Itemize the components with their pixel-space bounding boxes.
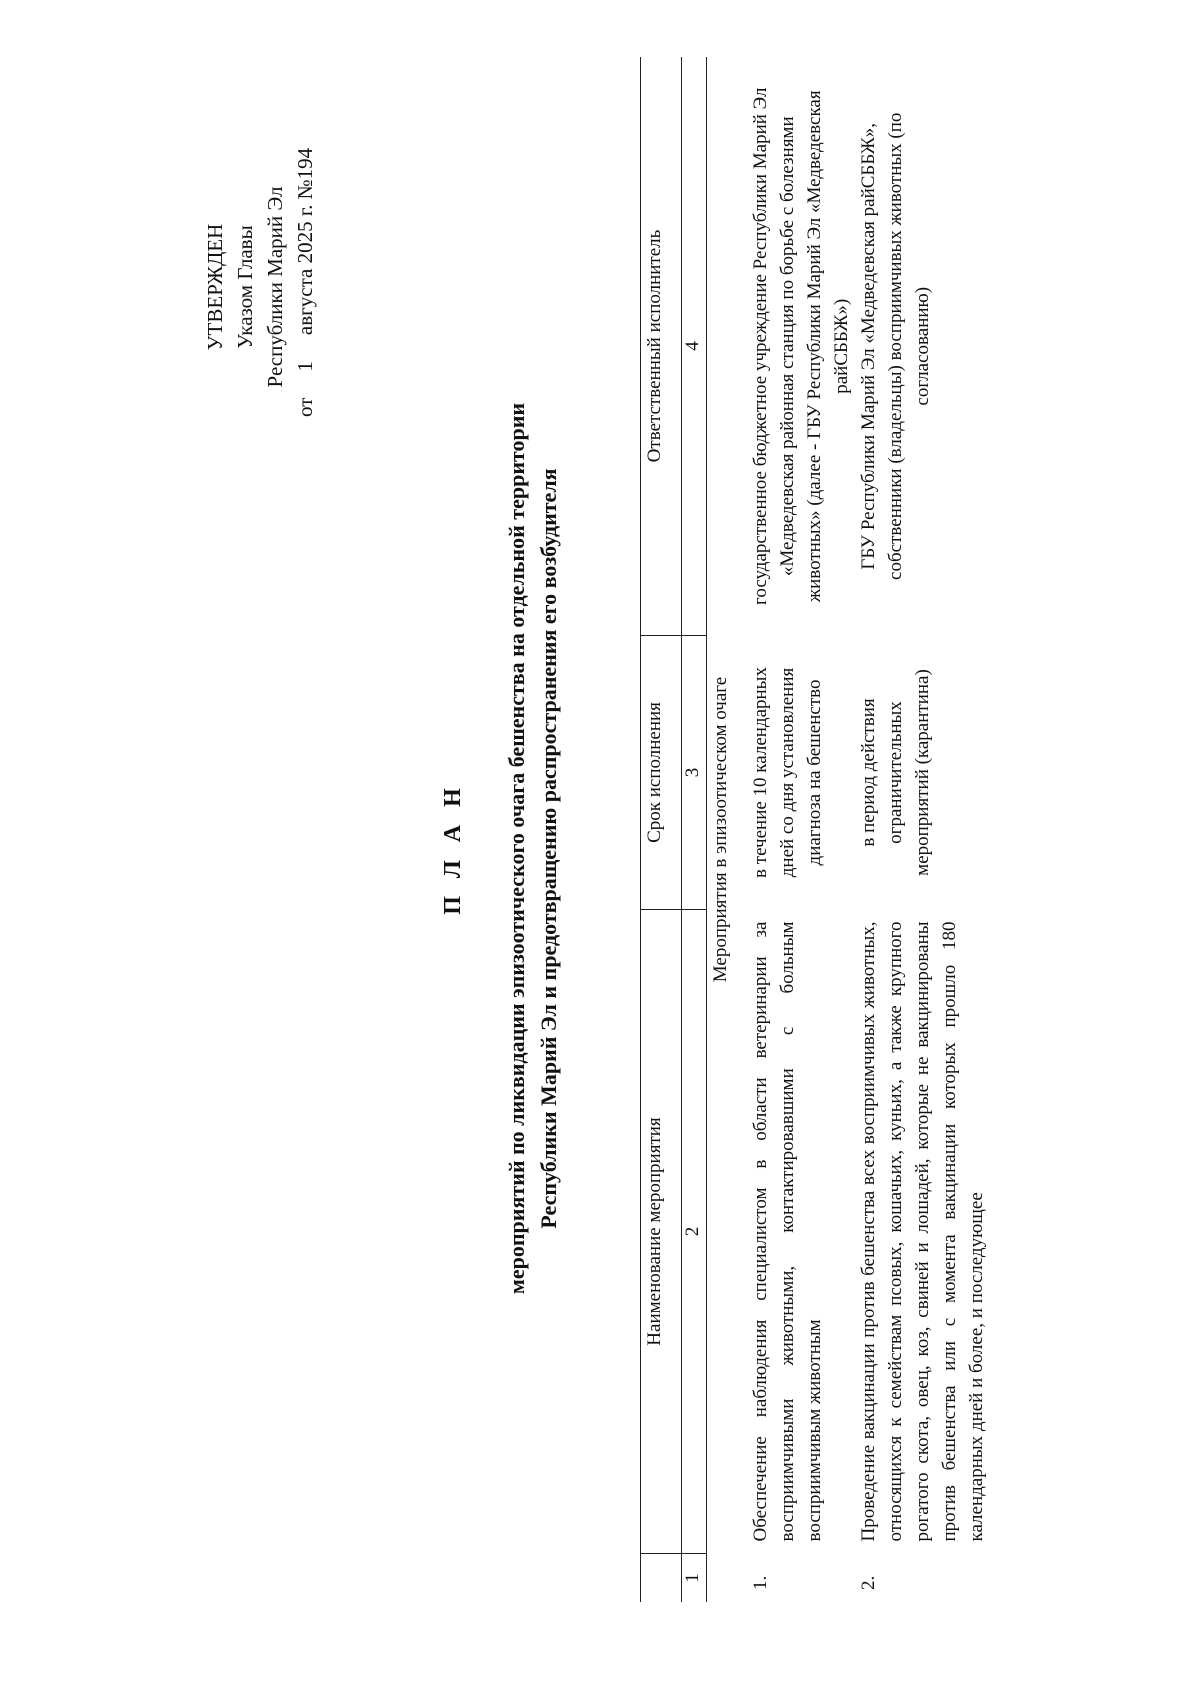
approval-stamp [200, 117, 320, 457]
section-title: Мероприятия в эпизоотическом очаге [710, 676, 731, 983]
approval-date-day: 1 [293, 361, 317, 372]
row-executor: ГБУ Республики Марий Эл «Медведевская райСББЖ», собственники (владельцы) восприимчивых животных (по согласованию) [858, 112, 933, 580]
column-number-row [682, 57, 707, 1602]
approval-line-3: Республики Марий Эл [263, 186, 287, 388]
title-block [440, 0, 565, 1697]
column-number-4: 4 [682, 57, 707, 636]
header-cell-term: Срок исполнения [641, 636, 682, 910]
approval-line-2: Указом Главы [233, 225, 257, 349]
plan-table [640, 57, 990, 1602]
plan-subtitle-line-1: мероприятий по ликвидации эпизоотического очага бешенства на отдельной территории [504, 402, 529, 1295]
header-cell-num [641, 1554, 682, 1603]
header-cell-name: Наименование мероприятия [641, 910, 682, 1554]
approval-line-1: УТВЕРЖДЕН [203, 223, 227, 351]
column-number-3: 3 [682, 636, 707, 910]
header-cell-executor: Ответственный исполнитель [641, 57, 682, 636]
row-measure-name: Проведение вакцинации против бешенства всех восприимчивых животных, относящихся к семействам псовых, кошачьих, куньих, а также крупного рогатого скота, овец, коз, свиней и лошадей, которые не вакцинированы против бешенства или с момента вакцинации которых прошло 180 календарных дней и более, и последующее [858, 921, 987, 1542]
plan-title: П Л А Н [440, 782, 466, 915]
row-term: в течение 10 календарных дней со дня установления диагноза на бешенство [750, 667, 825, 878]
row-measure-name: Обеспечение наблюдения специалистом в области ветеринарии за восприимчивыми животными, контактировавшими с больным восприимчивым животным [750, 921, 825, 1542]
row-number: 1. [750, 1575, 771, 1590]
table-row [855, 57, 990, 1602]
table-row [747, 57, 855, 1602]
row-term: в период действия ограничительных мероприятий (карантина) [858, 669, 933, 876]
plan-subtitle-line-2: Республики Марий Эл и предотвращению распространения его возбудителя [536, 468, 561, 1229]
column-number-2: 2 [682, 910, 707, 1554]
row-number: 2. [858, 1575, 879, 1590]
row-executor: государственное бюджетное учреждение Республики Марий Эл «Медведевская районная станция по борьбе с болезнями животных» (далее - ГБУ Республики Марий Эл «Медведевская райСББЖ») [750, 87, 852, 605]
approval-date-prefix: от [293, 397, 317, 417]
table-header-row [641, 57, 682, 1602]
approval-date-rest: августа 2025 г. №194 [293, 147, 317, 336]
column-number-1: 1 [682, 1554, 707, 1603]
approval-date [290, 117, 320, 457]
section-row [707, 57, 748, 1602]
